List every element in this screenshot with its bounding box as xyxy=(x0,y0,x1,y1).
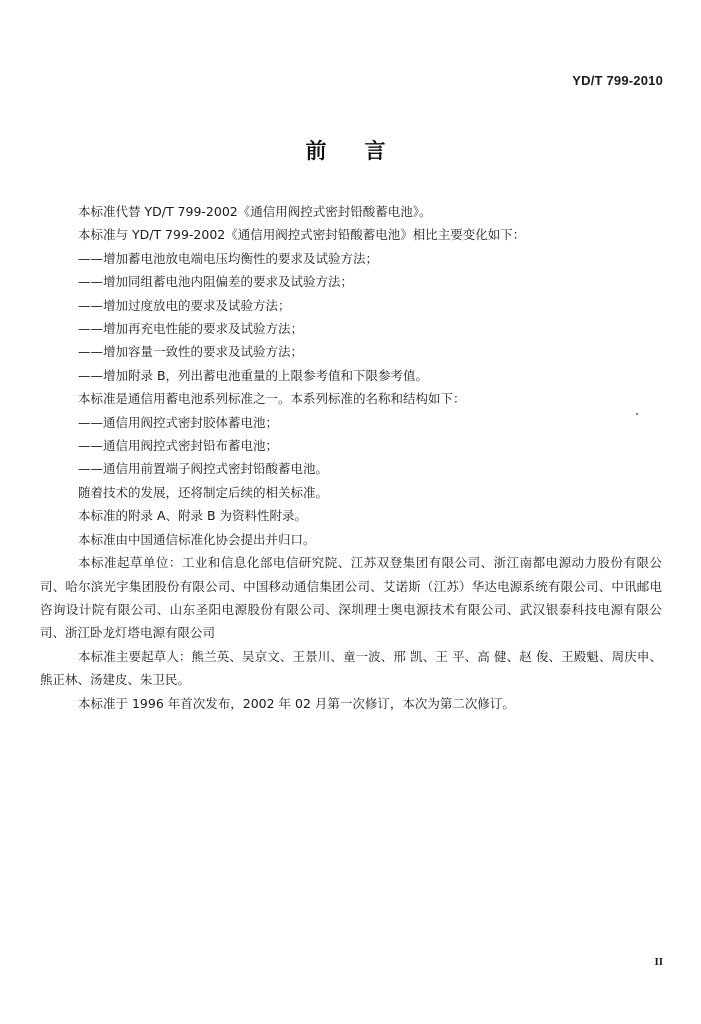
scan-speck xyxy=(636,413,638,415)
section-title: 前言 xyxy=(305,139,424,163)
change-item: ——增加过度放电的要求及试验方法； xyxy=(78,297,291,313)
series-item: ——通信用前置端子阀控式密封铅酸蓄电池。 xyxy=(78,461,329,477)
paragraph-drafting-units: 本标准起草单位：工业和信息化部电信研究院、江苏双登集团有限公司、浙江南都电源动力股份有限公司、哈尔滨光宇集团股份有限公司、中国移动通信集团公司、艾诺斯（江苏）华达电源系统有限公司、中讯邮电咨询设计院有限公司、山东圣阳电源股份有限公司、深圳理士奥电源技术有限公司、武汉银泰科技电源有限公司、浙江卧龙灯塔电源有限公司 xyxy=(40,555,662,641)
paragraph-drafters: 本标准主要起草人：熊兰英、吴京文、王景川、童一波、邢 凯、王 平、高 健、赵 俊、王殿魁、周庆申、熊正林、汤建皮、朱卫民。 xyxy=(40,648,662,688)
paragraph-history: 本标准于 1996 年首次发布，2002 年 02 月第一次修订，本次为第二次修订。 xyxy=(78,695,515,711)
page-number: II xyxy=(654,956,663,968)
series-item: ——通信用阀控式密封铅布蓄电池； xyxy=(78,438,279,454)
change-item: ——增加同组蓄电池内阻偏差的要求及试验方法； xyxy=(78,274,354,290)
series-item: ——通信用阀控式密封胶体蓄电池； xyxy=(78,414,279,430)
paragraph-series-intro: 本标准是通信用蓄电池系列标准之一。本系列标准的名称和结构如下： xyxy=(78,391,466,407)
change-item: ——增加容量一致性的要求及试验方法； xyxy=(78,344,304,360)
standard-number: YD/T 799-2010 xyxy=(572,73,663,88)
paragraph-proposer: 本标准由中国通信标准化协会提出并归口。 xyxy=(78,531,316,547)
paragraph-future: 随着技术的发展，还将制定后续的相关标准。 xyxy=(78,484,329,500)
change-item: ——增加附录 B，列出蓄电池重量的上限参考值和下限参考值。 xyxy=(78,367,429,383)
paragraph-changes-intro: 本标准与 YD/T 799-2002《通信用阀控式密封铅酸蓄电池》相比主要变化如下： xyxy=(78,227,526,243)
paragraph-appendices: 本标准的附录 A、附录 B 为资料性附录。 xyxy=(78,508,308,524)
paragraph-replaces: 本标准代替 YD/T 799-2002《通信用阀控式密封铅酸蓄电池》。 xyxy=(78,204,432,219)
change-item: ——增加蓄电池放电端电压均衡性的要求及试验方法； xyxy=(78,250,379,266)
foreword-body xyxy=(40,200,662,715)
change-item: ——增加再充电性能的要求及试验方法； xyxy=(78,321,304,337)
